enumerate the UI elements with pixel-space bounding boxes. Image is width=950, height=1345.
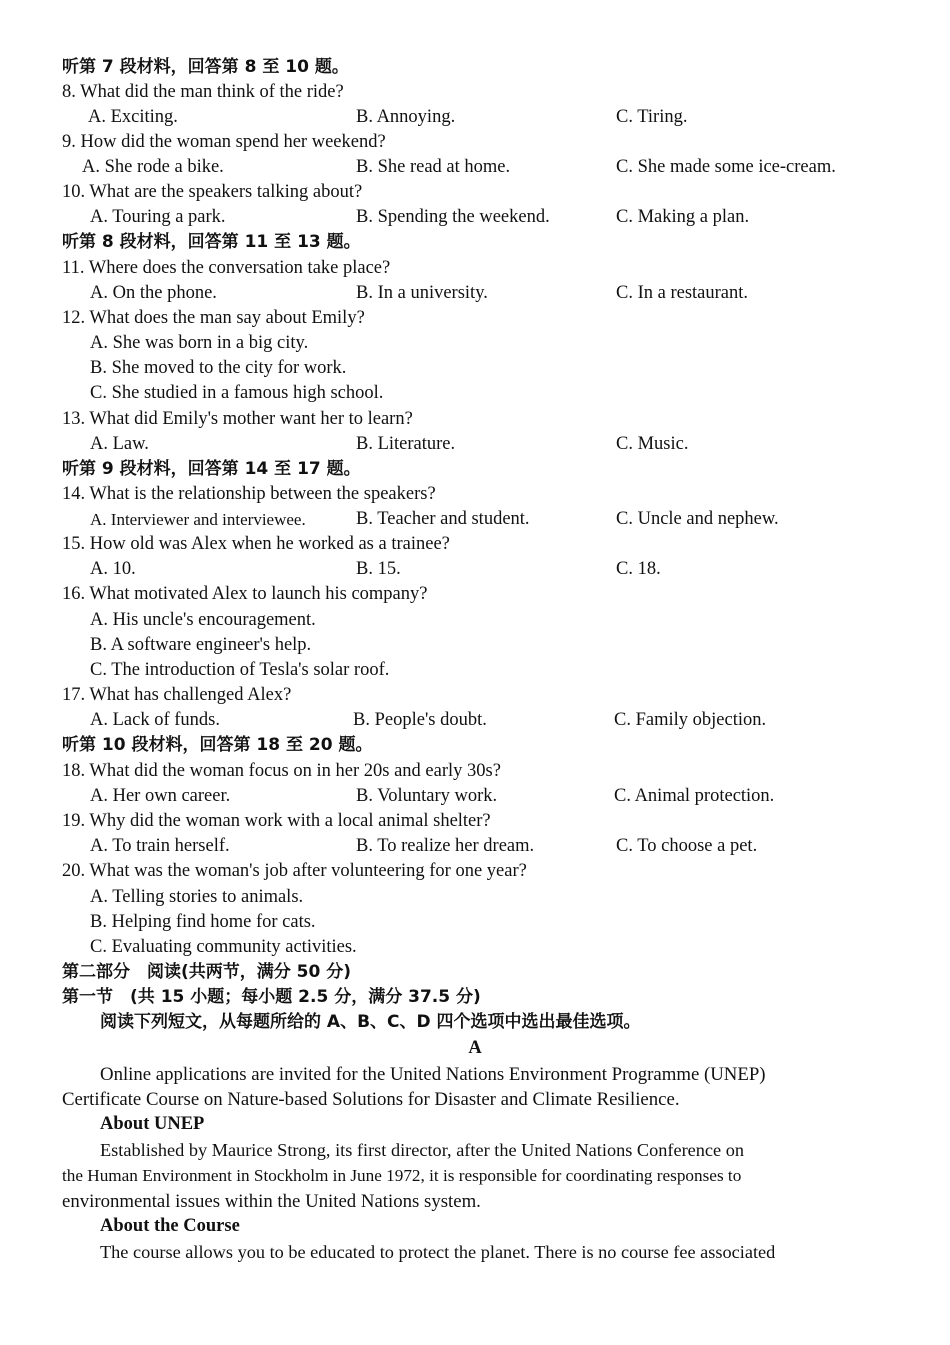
question-12-option-b [0, 356, 950, 381]
question-15 [0, 532, 950, 557]
section-8-heading: 听第 8 段材料，回答第 11 至 13 题。 [62, 232, 361, 252]
question-stem: 14. What is the relationship between the speakers? [62, 484, 436, 504]
question-stem: 18. What did the woman focus on in her 20s and early 30s? [62, 761, 501, 781]
passage-text: the Human Environment in Stockholm in June 1972, it is responsible for coordinating responses to [62, 1166, 742, 1185]
question-12 [0, 306, 950, 331]
option-a: A. On the phone. [90, 283, 217, 303]
option-a: A. She was born in a big city. [90, 333, 309, 353]
question-18 [0, 759, 950, 784]
section-header [0, 733, 950, 758]
option-b: B. She read at home. [356, 157, 511, 177]
option-b: B. In a university. [356, 283, 488, 303]
option-c: C. The introduction of Tesla's solar roof. [90, 660, 390, 680]
question-10-options [0, 205, 950, 230]
question-9 [0, 130, 950, 155]
question-11 [0, 256, 950, 281]
question-19 [0, 809, 950, 834]
option-a: A. Telling stories to animals. [90, 887, 304, 907]
question-stem: 10. What are the speakers talking about? [62, 182, 363, 202]
question-13-options [0, 432, 950, 457]
option-c: C. Evaluating community activities. [90, 937, 357, 957]
question-15-options [0, 557, 950, 582]
option-c: C. Uncle and nephew. [616, 509, 779, 529]
option-b: B. She moved to the city for work. [90, 358, 347, 378]
option-c: C. She studied in a famous high school. [90, 383, 384, 403]
section-9-heading: 听第 9 段材料，回答第 14 至 17 题。 [62, 459, 361, 479]
question-stem: 9. How did the woman spend her weekend? [62, 132, 386, 152]
passage-text: environmental issues within the United Nations system. [62, 1191, 481, 1212]
option-c: C. To choose a pet. [616, 836, 758, 856]
question-8 [0, 80, 950, 105]
question-stem: 20. What was the woman's job after volunteering for one year? [62, 861, 527, 881]
part-heading [0, 960, 950, 985]
question-14 [0, 482, 950, 507]
passage-text: Certificate Course on Nature-based Solutions for Disaster and Climate Resilience. [62, 1089, 680, 1110]
option-b: B. Literature. [356, 434, 456, 454]
passage-line [0, 1138, 950, 1163]
option-a: A. Law. [90, 434, 149, 454]
question-19-options [0, 834, 950, 859]
passage-line [0, 1087, 950, 1112]
question-stem: 13. What did Emily's mother want her to learn? [62, 409, 413, 429]
section-heading [0, 985, 950, 1010]
question-20-option-c [0, 935, 950, 960]
option-a: A. Interviewer and interviewee. [90, 510, 306, 529]
option-b: B. A software engineer's help. [90, 635, 312, 655]
question-17-options [0, 708, 950, 733]
question-20-option-b [0, 910, 950, 935]
passage-line [0, 1062, 950, 1087]
question-8-options [0, 105, 950, 130]
option-c: C. Making a plan. [616, 207, 750, 227]
option-a: A. Lack of funds. [90, 710, 220, 730]
question-20 [0, 859, 950, 884]
question-12-option-c [0, 381, 950, 406]
question-11-options [0, 281, 950, 306]
passage-line [0, 1163, 950, 1188]
option-a: A. She rode a bike. [82, 157, 224, 177]
option-c: C. Animal protection. [614, 786, 775, 806]
option-c: C. Music. [616, 434, 689, 454]
question-stem: 8. What did the man think of the ride? [62, 82, 344, 102]
question-16-option-c [0, 658, 950, 683]
option-b: B. Voluntary work. [356, 786, 498, 806]
option-b: B. To realize her dream. [356, 836, 535, 856]
option-c: C. In a restaurant. [616, 283, 749, 303]
question-18-options [0, 784, 950, 809]
option-c: C. Tiring. [616, 107, 688, 127]
passage-label-line [0, 1036, 950, 1061]
option-a: A. Her own career. [90, 786, 231, 806]
option-c: C. Family objection. [614, 710, 767, 730]
part-2-title: 第二部分 阅读(共两节，满分 50 分) [62, 962, 352, 982]
passage-line [0, 1240, 950, 1265]
passage-label: A [468, 1038, 482, 1058]
question-13 [0, 407, 950, 432]
part-2-section-1: 第一节 (共 15 小题；每小题 2.5 分，满分 37.5 分) [62, 987, 481, 1007]
option-b: B. Annoying. [356, 107, 456, 127]
question-stem: 15. How old was Alex when he worked as a trainee? [62, 534, 450, 554]
about-unep-heading: About UNEP [100, 1114, 205, 1134]
passage-text: The course allows you to be educated to protect the planet. There is no course fee associated [100, 1242, 776, 1262]
reading-instruction: 阅读下列短文，从每题所给的 A、B、C、D 四个选项中选出最佳选项。 [100, 1012, 641, 1032]
passage-subheading [0, 1112, 950, 1137]
question-20-option-a [0, 885, 950, 910]
question-9-options [0, 155, 950, 180]
option-a: A. Exciting. [88, 107, 178, 127]
section-7-heading: 听第 7 段材料，回答第 8 至 10 题。 [62, 57, 349, 77]
option-a: A. To train herself. [90, 836, 230, 856]
option-c: C. 18. [616, 559, 661, 579]
about-course-heading: About the Course [100, 1216, 240, 1236]
question-16 [0, 582, 950, 607]
section-header [0, 457, 950, 482]
passage-text: Established by Maurice Strong, its first director, after the United Nations Conference on [100, 1140, 745, 1160]
question-stem: 19. Why did the woman work with a local animal shelter? [62, 811, 491, 831]
question-16-option-a [0, 608, 950, 633]
question-17 [0, 683, 950, 708]
question-14-options [0, 507, 950, 532]
option-b: B. Teacher and student. [356, 509, 530, 529]
passage-subheading [0, 1214, 950, 1239]
option-a: A. 10. [90, 559, 136, 579]
instruction-line [0, 1010, 950, 1035]
section-header [0, 55, 950, 80]
option-c: C. She made some ice-cream. [616, 157, 836, 177]
option-b: B. Spending the weekend. [356, 207, 550, 227]
section-header [0, 230, 950, 255]
option-b: B. People's doubt. [353, 710, 487, 730]
option-b: B. 15. [356, 559, 401, 579]
option-a: A. Touring a park. [90, 207, 226, 227]
question-stem: 11. Where does the conversation take place? [62, 258, 391, 278]
question-stem: 12. What does the man say about Emily? [62, 308, 365, 328]
question-10 [0, 180, 950, 205]
passage-line [0, 1189, 950, 1214]
option-a: A. His uncle's encouragement. [90, 610, 316, 630]
section-10-heading: 听第 10 段材料，回答第 18 至 20 题。 [62, 735, 373, 755]
question-12-option-a [0, 331, 950, 356]
question-stem: 16. What motivated Alex to launch his company? [62, 584, 428, 604]
passage-text: Online applications are invited for the United Nations Environment Programme (UNEP) [100, 1064, 766, 1085]
option-b: B. Helping find home for cats. [90, 912, 316, 932]
question-16-option-b [0, 633, 950, 658]
question-stem: 17. What has challenged Alex? [62, 685, 292, 705]
